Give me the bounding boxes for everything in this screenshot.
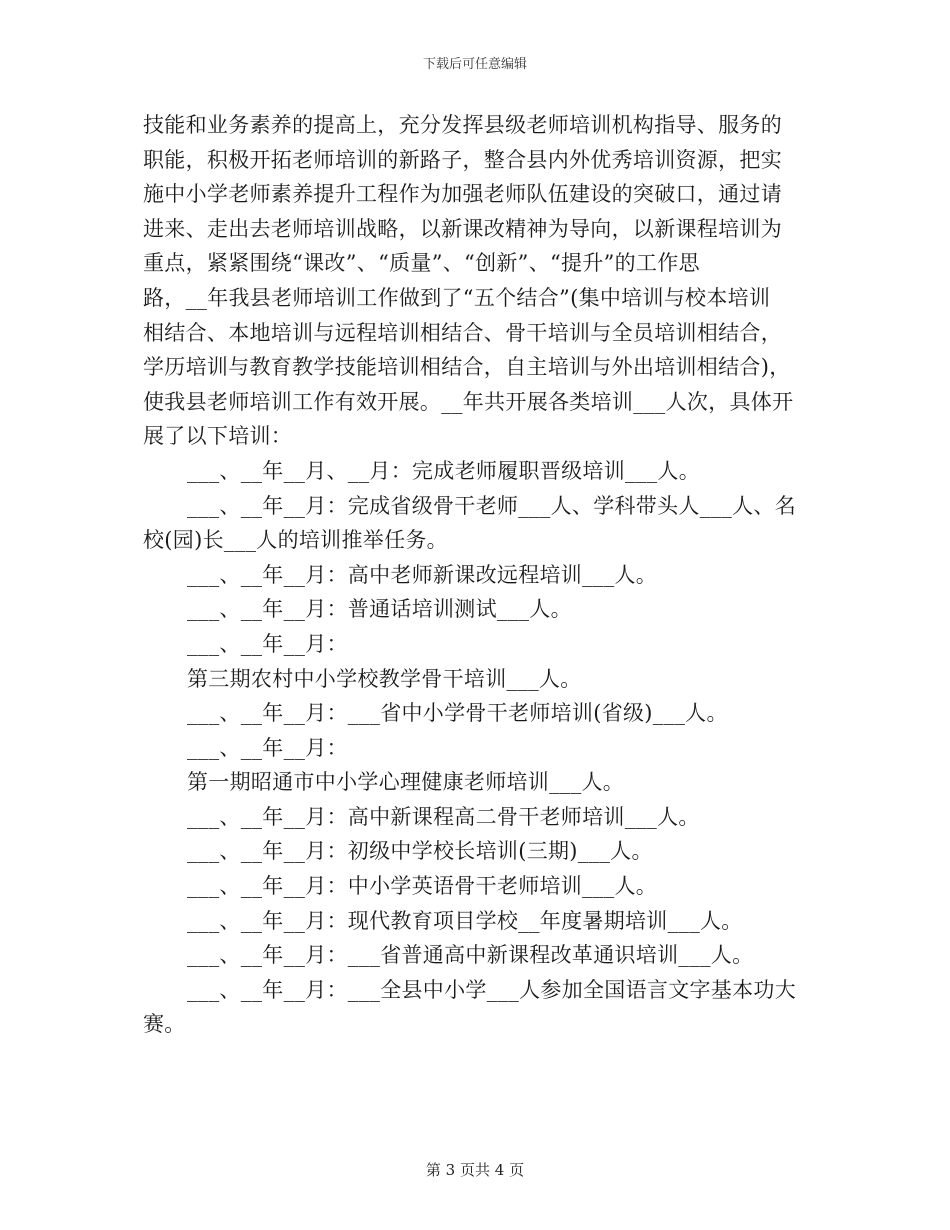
- training-item: [143, 592, 809, 627]
- text-line: ___、__年__月：高中新课程高二骨干老师培训___人。: [187, 804, 700, 829]
- text-line: ___、__年__月：高中老师新课改远程培训___人。: [187, 562, 658, 587]
- training-item: [143, 869, 809, 904]
- text-line: 第三期农村中小学校教学骨干培训___人。: [187, 666, 582, 691]
- text-line: ___、__年__月：普通话培训测试___人。: [187, 597, 572, 622]
- training-item: [143, 904, 809, 939]
- text-line: ___、__年__月：完成省级骨干老师___人、学科带头人___人、名: [187, 493, 796, 518]
- text-line: 技能和业务素养的提高上，充分发挥县级老师培训机构指导、服务的: [143, 113, 782, 137]
- training-item: [143, 800, 809, 835]
- training-item: [143, 973, 809, 1042]
- text-line: 重点，紧紧围绕“课改”、“质量”、“创新”、“提升”的工作思: [143, 251, 700, 276]
- page-number-footer: 第 3 页共 4 页: [425, 1161, 525, 1179]
- document-body: [143, 108, 809, 1042]
- text-line: ___、__年__月：: [187, 631, 348, 656]
- training-item: [143, 627, 809, 662]
- text-line: ___、__年__月：___省中小学骨干老师培训(省级)___人。: [187, 701, 728, 726]
- training-item: [143, 662, 809, 697]
- training-item: [143, 731, 809, 766]
- text-line: ___、__年__月：初级中学校长培训(三期)___人。: [187, 839, 653, 864]
- text-line: 展了以下培训：: [143, 424, 293, 449]
- text-line: ___、__年__月：中小学英语骨干老师培训___人。: [187, 874, 658, 899]
- page-header-note: 下载后可任意编辑: [422, 57, 527, 72]
- text-line: 相结合、本地培训与远程培训相结合、骨干培训与全员培训相结合，: [143, 320, 782, 345]
- training-item: [143, 558, 809, 593]
- training-item: [143, 454, 809, 489]
- text-line: 学历培训与教育教学技能培训相结合，自主培训与外出培训相结合)，: [143, 355, 791, 380]
- text-line: ___、__年__月：: [187, 735, 348, 760]
- text-line: ___、__年__月：___全县中小学___人参加全国语言文字基本功大: [187, 977, 796, 1002]
- intro-paragraph: [143, 108, 809, 454]
- training-item: [143, 834, 809, 869]
- text-line: ___、__年__月：___省普通高中新课程改革通识培训___人。: [187, 943, 754, 968]
- training-item: [143, 765, 809, 800]
- text-line: 进来、走出去老师培训战略，以新课改精神为导向，以新课程培训为: [143, 216, 782, 241]
- training-item: [143, 696, 809, 731]
- text-line: 使我县老师培训工作有效开展。__年共开展各类培训___人次，具体开: [143, 389, 794, 414]
- training-item: [143, 489, 809, 558]
- text-line: 施中小学老师素养提升工程作为加强老师队伍建设的突破口，通过请: [143, 182, 782, 207]
- training-item: [143, 938, 809, 973]
- text-line: 第一期昭通市中小学心理健康老师培训___人。: [187, 770, 625, 795]
- text-line: ___、__年__月：现代教育项目学校__年度暑期培训___人。: [187, 908, 743, 933]
- text-line: ___、__年__月、__月：完成老师履职晋级培训___人。: [187, 458, 700, 483]
- text-line: 路，__年我县老师培训工作做到了“五个结合”(集中培训与校本培训: [143, 285, 771, 310]
- text-line: 校(园)长___人的培训推举任务。: [143, 528, 448, 553]
- text-line: 职能，积极开拓老师培训的新路子，整合县内外优秀培训资源，把实: [143, 147, 782, 172]
- text-line: 赛。: [143, 1012, 186, 1037]
